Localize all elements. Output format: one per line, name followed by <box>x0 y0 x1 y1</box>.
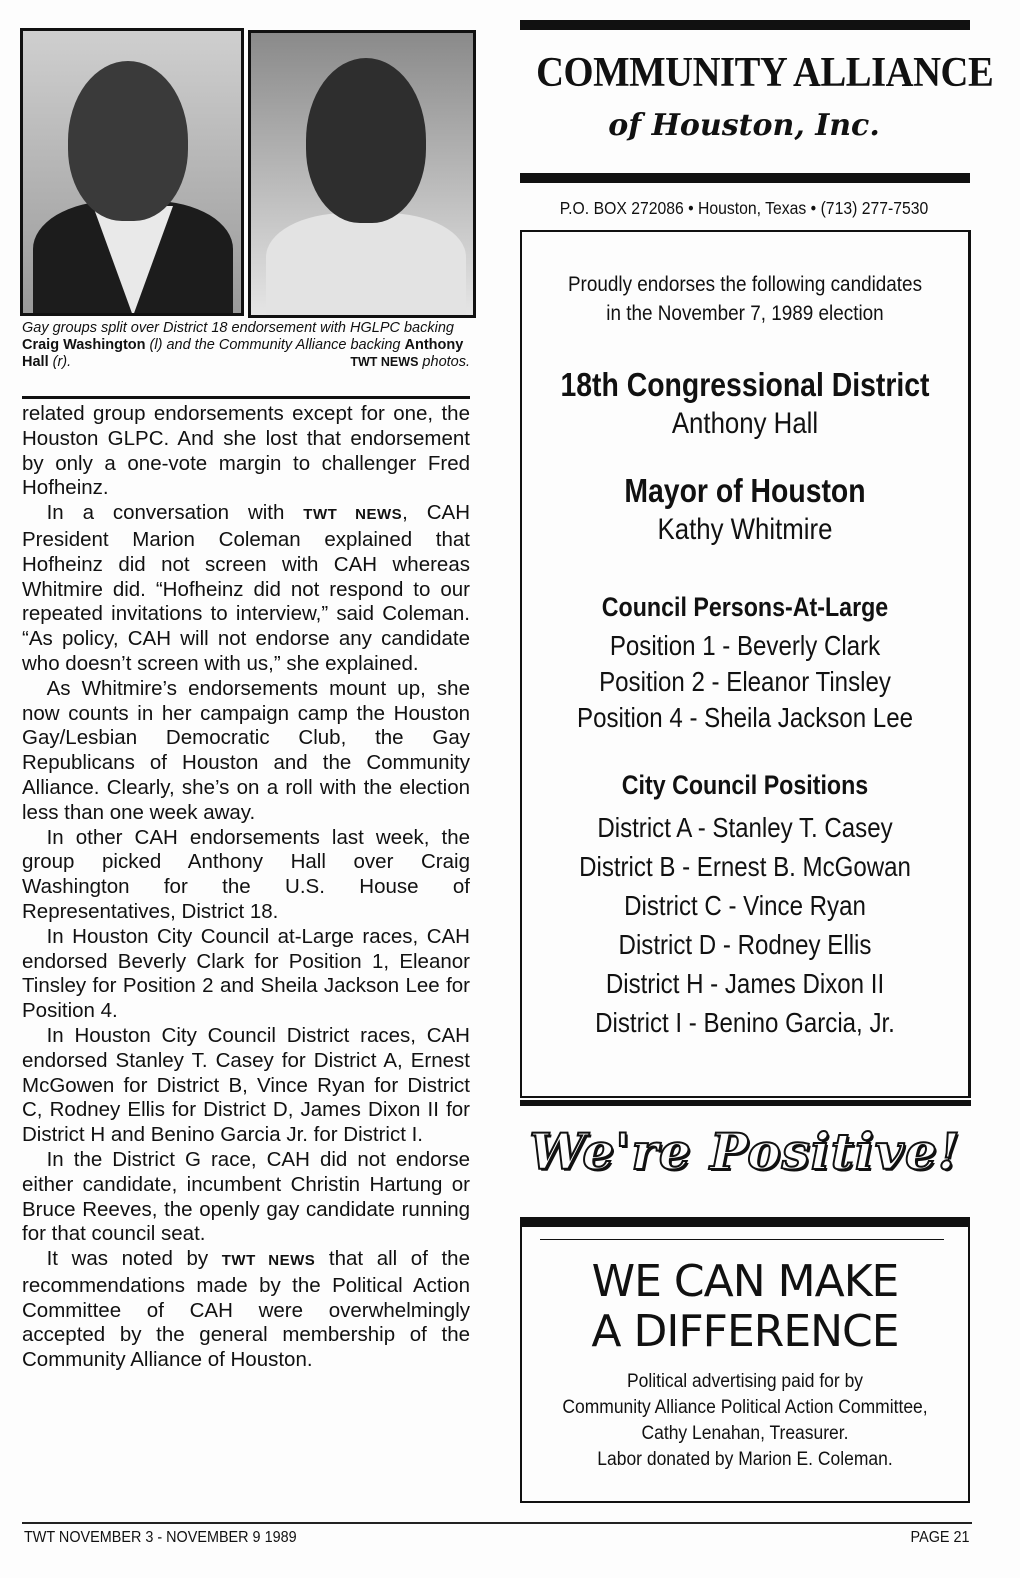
disclaimer: Political advertising paid for by Community Alliance Political Action Committee, Cathy Lenahan, Treasurer. Labor donated by Marion E. Coleman. <box>562 1371 928 1470</box>
paragraph: In Houston City Council at-Large races, CAH endorsed Beverly Clark for Position 1, Eleanor Tinsley for Position 2 and Sheila Jackson Lee for Position 4. <box>22 924 470 1023</box>
ad-top-rule <box>520 20 970 30</box>
footer-rule <box>22 1522 972 1524</box>
photo-credit: TWT NEWS photos. <box>350 354 470 370</box>
ad-mid-rule <box>520 173 970 183</box>
paragraph: It was noted by TWT NEWS that all of the recommendations made by the Political Action Committee of CAH were overwhelmingly accepted by the general membership of the Community Alliance of Houston. <box>22 1247 470 1372</box>
difference-box <box>520 1217 970 1503</box>
org-address: P.O. BOX 272086 • Houston, Texas • (713) 277-7530 <box>559 198 929 218</box>
page-number: PAGE 21 <box>911 1529 970 1546</box>
photo-caption: Gay groups split over District 18 endorsement with HGLPC backing Craig Washington (l) and the Community Alliance backing Anthony Hall (r). <box>22 320 464 370</box>
issue-dates: TWT NOVEMBER 3 - NOVEMBER 9 1989 <box>24 1529 297 1546</box>
org-name: COMMUNITY ALLIANCE <box>536 50 994 96</box>
paragraph: In the District G race, CAH did not endorse either candidate, incumbent Christin Hartung or Bruce Reeves, the openly gay candidate running for that council seat. <box>22 1147 470 1246</box>
paragraph: In a conversation with TWT NEWS, CAH President Marion Coleman explained that Hofheinz did not screen with CAH whereas Whitmire did. “Hofheinz did not respond to our repeated invitations to interview,” said Coleman. “As policy, CAH will not endorse any candidate who doesn’t screen with us,” she explained. <box>22 501 470 675</box>
endorsement-box <box>520 230 971 1098</box>
slogan: We're Positive! <box>529 1122 961 1181</box>
headline: WE CAN MAKE A DIFFERENCE <box>591 1256 899 1357</box>
org-subtitle: of Houston, Inc. <box>608 108 880 143</box>
candidate: Kathy Whitmire <box>657 513 833 546</box>
article-body <box>22 402 470 1373</box>
candidate: District A - Stanley T. Casey <box>597 812 893 843</box>
candidate: Position 2 - Eleanor Tinsley <box>599 666 891 697</box>
endorsement-intro: Proudly endorses the following candidates in the November 7, 1989 election <box>567 273 923 325</box>
candidate: District C - Vince Ryan <box>624 890 866 921</box>
paragraph: In Houston City Council District races, CAH endorsed Stanley T. Casey for District A, Ernest McGowen for District B, Vince Ryan for District C, Rodney Ellis for District D, James Dixon II for District H and Benino Garcia Jr. for District I. <box>22 1023 470 1147</box>
photo-craig-washington <box>20 28 244 316</box>
section-heading: City Council Positions <box>621 770 869 800</box>
candidate: District H - James Dixon II <box>605 968 885 999</box>
section-heading: Council Persons-At-Large <box>601 592 889 622</box>
photo-anthony-hall <box>248 30 476 318</box>
candidate: Anthony Hall <box>671 407 819 440</box>
candidate: Position 4 - Sheila Jackson Lee <box>577 702 913 733</box>
candidate: District B - Ernest B. McGowan <box>579 851 911 882</box>
section-heading: 18th Congressional District <box>560 366 930 403</box>
section-heading: Mayor of Houston <box>624 472 866 509</box>
paragraph: In other CAH endorsements last week, the group picked Anthony Hall over Craig Washington for the U.S. House of Representatives, District 18. <box>22 825 470 923</box>
paragraph: As Whitmire’s endorsements mount up, she now counts in her campaign camp the Houston Gay/Lesbian Democratic Club, the Gay Republicans of Houston and the Community Alliance. Clearly, she’s on a roll with the election less than one week away. <box>22 676 470 824</box>
divider <box>22 396 470 399</box>
candidate: District I - Benino Garcia, Jr. <box>595 1007 895 1038</box>
candidate: District D - Rodney Ellis <box>618 929 872 960</box>
paragraph: related group endorsements except for one, the Houston GLPC. And she lost that endorsement by only a one-vote margin to challenger Fred Hofheinz. <box>22 402 470 500</box>
candidate: Position 1 - Beverly Clark <box>609 630 881 661</box>
